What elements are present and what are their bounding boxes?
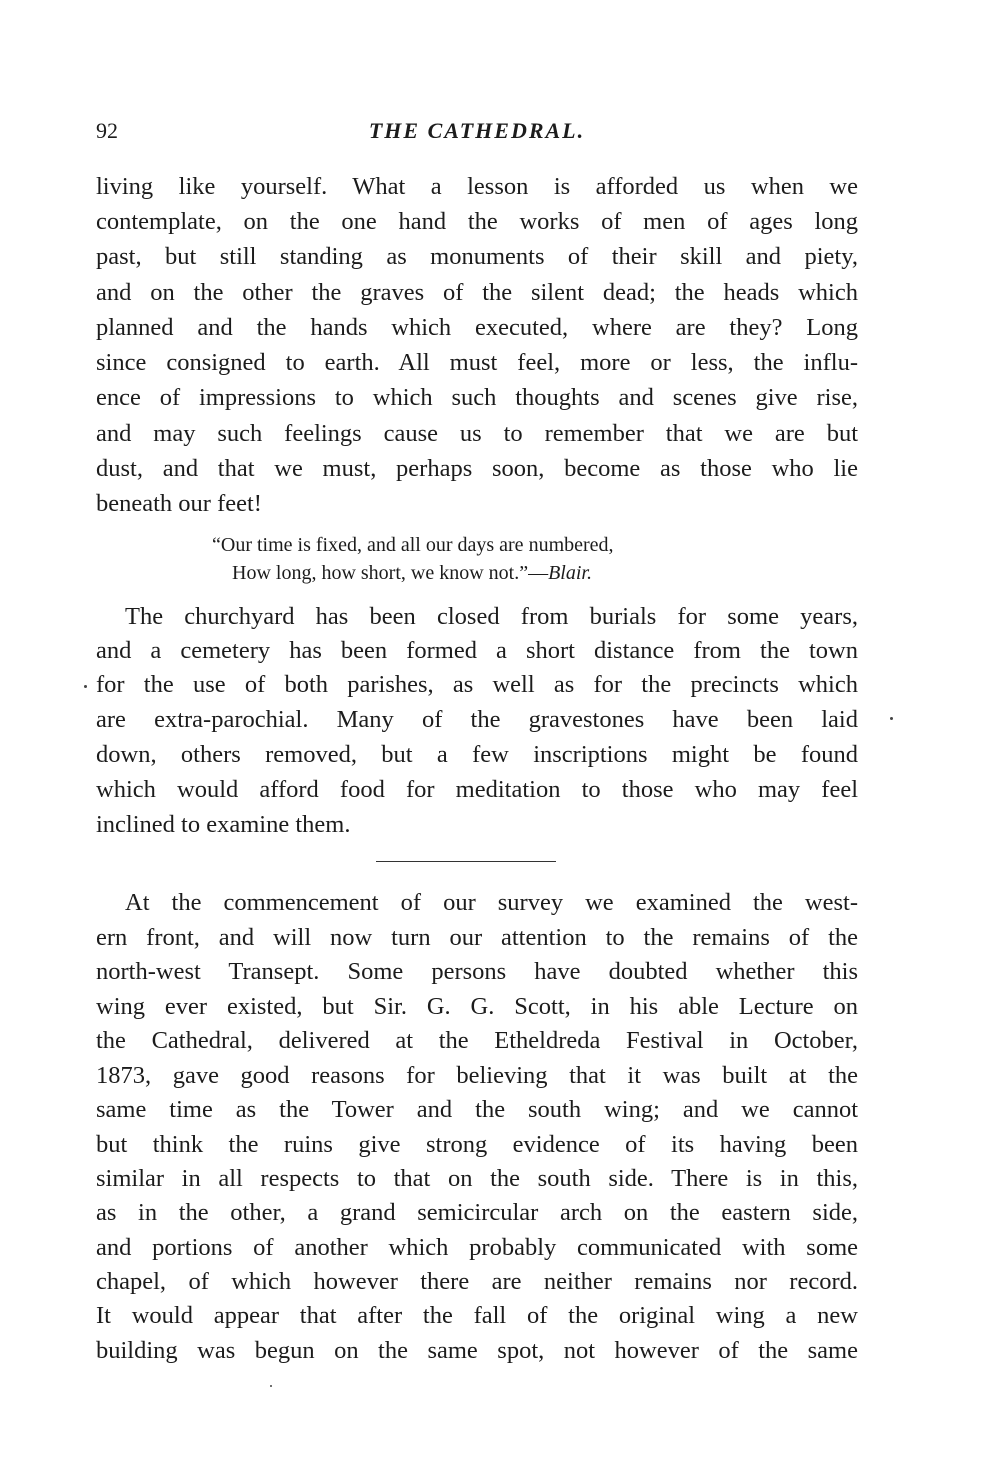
text-line: for the use of both parishes, as well as for the precincts which (96, 671, 858, 698)
text-line: are extra-parochial. Many of the gravestones have been laid (96, 706, 858, 733)
quote-line-1: “Our time is fixed, and all our days are numbered, (212, 534, 614, 556)
quote-attribution: Blair. (548, 562, 592, 584)
text-line: similar in all respects to that on the south side. There is in this, (96, 1165, 858, 1192)
text-line: ence of impressions to which such thoughts and scenes give rise, (96, 384, 858, 411)
text-line: and a cemetery has been formed a short distance from the town (96, 637, 858, 664)
text-line: inclined to examine them. (96, 811, 351, 838)
quote-line-2 (232, 559, 592, 587)
text-line: living like yourself. What a lesson is afforded us when we (96, 173, 858, 200)
text-line: down, others removed, but a few inscriptions might be found (96, 741, 858, 768)
text-line: wing ever existed, but Sir. G. G. Scott, in his able Lecture on (96, 993, 858, 1020)
text-line: as in the other, a grand semicircular arch on the eastern side, (96, 1199, 858, 1226)
text-line: and portions of another which probably communicated with some (96, 1234, 858, 1261)
page-header (96, 118, 858, 152)
text-line: but think the ruins give strong evidence of its having been (96, 1131, 858, 1158)
text-line: building was begun on the same spot, not however of the same (96, 1337, 858, 1364)
text-line: same time as the Tower and the south wing; and we cannot (96, 1096, 858, 1123)
text-line: planned and the hands which executed, where are they? Long (96, 314, 858, 341)
scan-speck (84, 685, 87, 688)
text-line: It would appear that after the fall of the original wing a new (96, 1302, 858, 1329)
running-title: THE CATHEDRAL. (368, 118, 586, 143)
text-line: north-west Transept. Some persons have doubted whether this (96, 958, 858, 985)
section-divider (376, 861, 556, 862)
text-line: At the commencement of our survey we examined the west- (125, 889, 858, 916)
text-line: the Cathedral, delivered at the Etheldreda Festival in October, (96, 1027, 858, 1054)
text-line: past, but still standing as monuments of their skill and piety, (96, 243, 858, 270)
scan-speck (890, 717, 893, 720)
text-line: which would afford food for meditation to those who may feel (96, 776, 858, 803)
text-line: and may such feelings cause us to remember that we are but (96, 420, 858, 447)
text-line: beneath our feet! (96, 490, 262, 517)
text-line: and on the other the graves of the silent dead; the heads which (96, 279, 858, 306)
text-line: dust, and that we must, perhaps soon, become as those who lie (96, 455, 858, 482)
text-line: contemplate, on the one hand the works of men of ages long (96, 208, 858, 235)
page-number: 92 (96, 118, 118, 143)
text-line: since consigned to earth. All must feel, more or less, the influ- (96, 349, 858, 376)
text-line: The churchyard has been closed from burials for some years, (125, 603, 858, 630)
text-line: chapel, of which however there are neither remains nor record. (96, 1268, 858, 1295)
text-line: ern front, and will now turn our attention to the remains of the (96, 924, 858, 951)
quote-line-2-text: How long, how short, we know not.”— (232, 562, 549, 584)
text-line: 1873, gave good reasons for believing that it was built at the (96, 1062, 858, 1089)
scan-speck (270, 1385, 272, 1387)
